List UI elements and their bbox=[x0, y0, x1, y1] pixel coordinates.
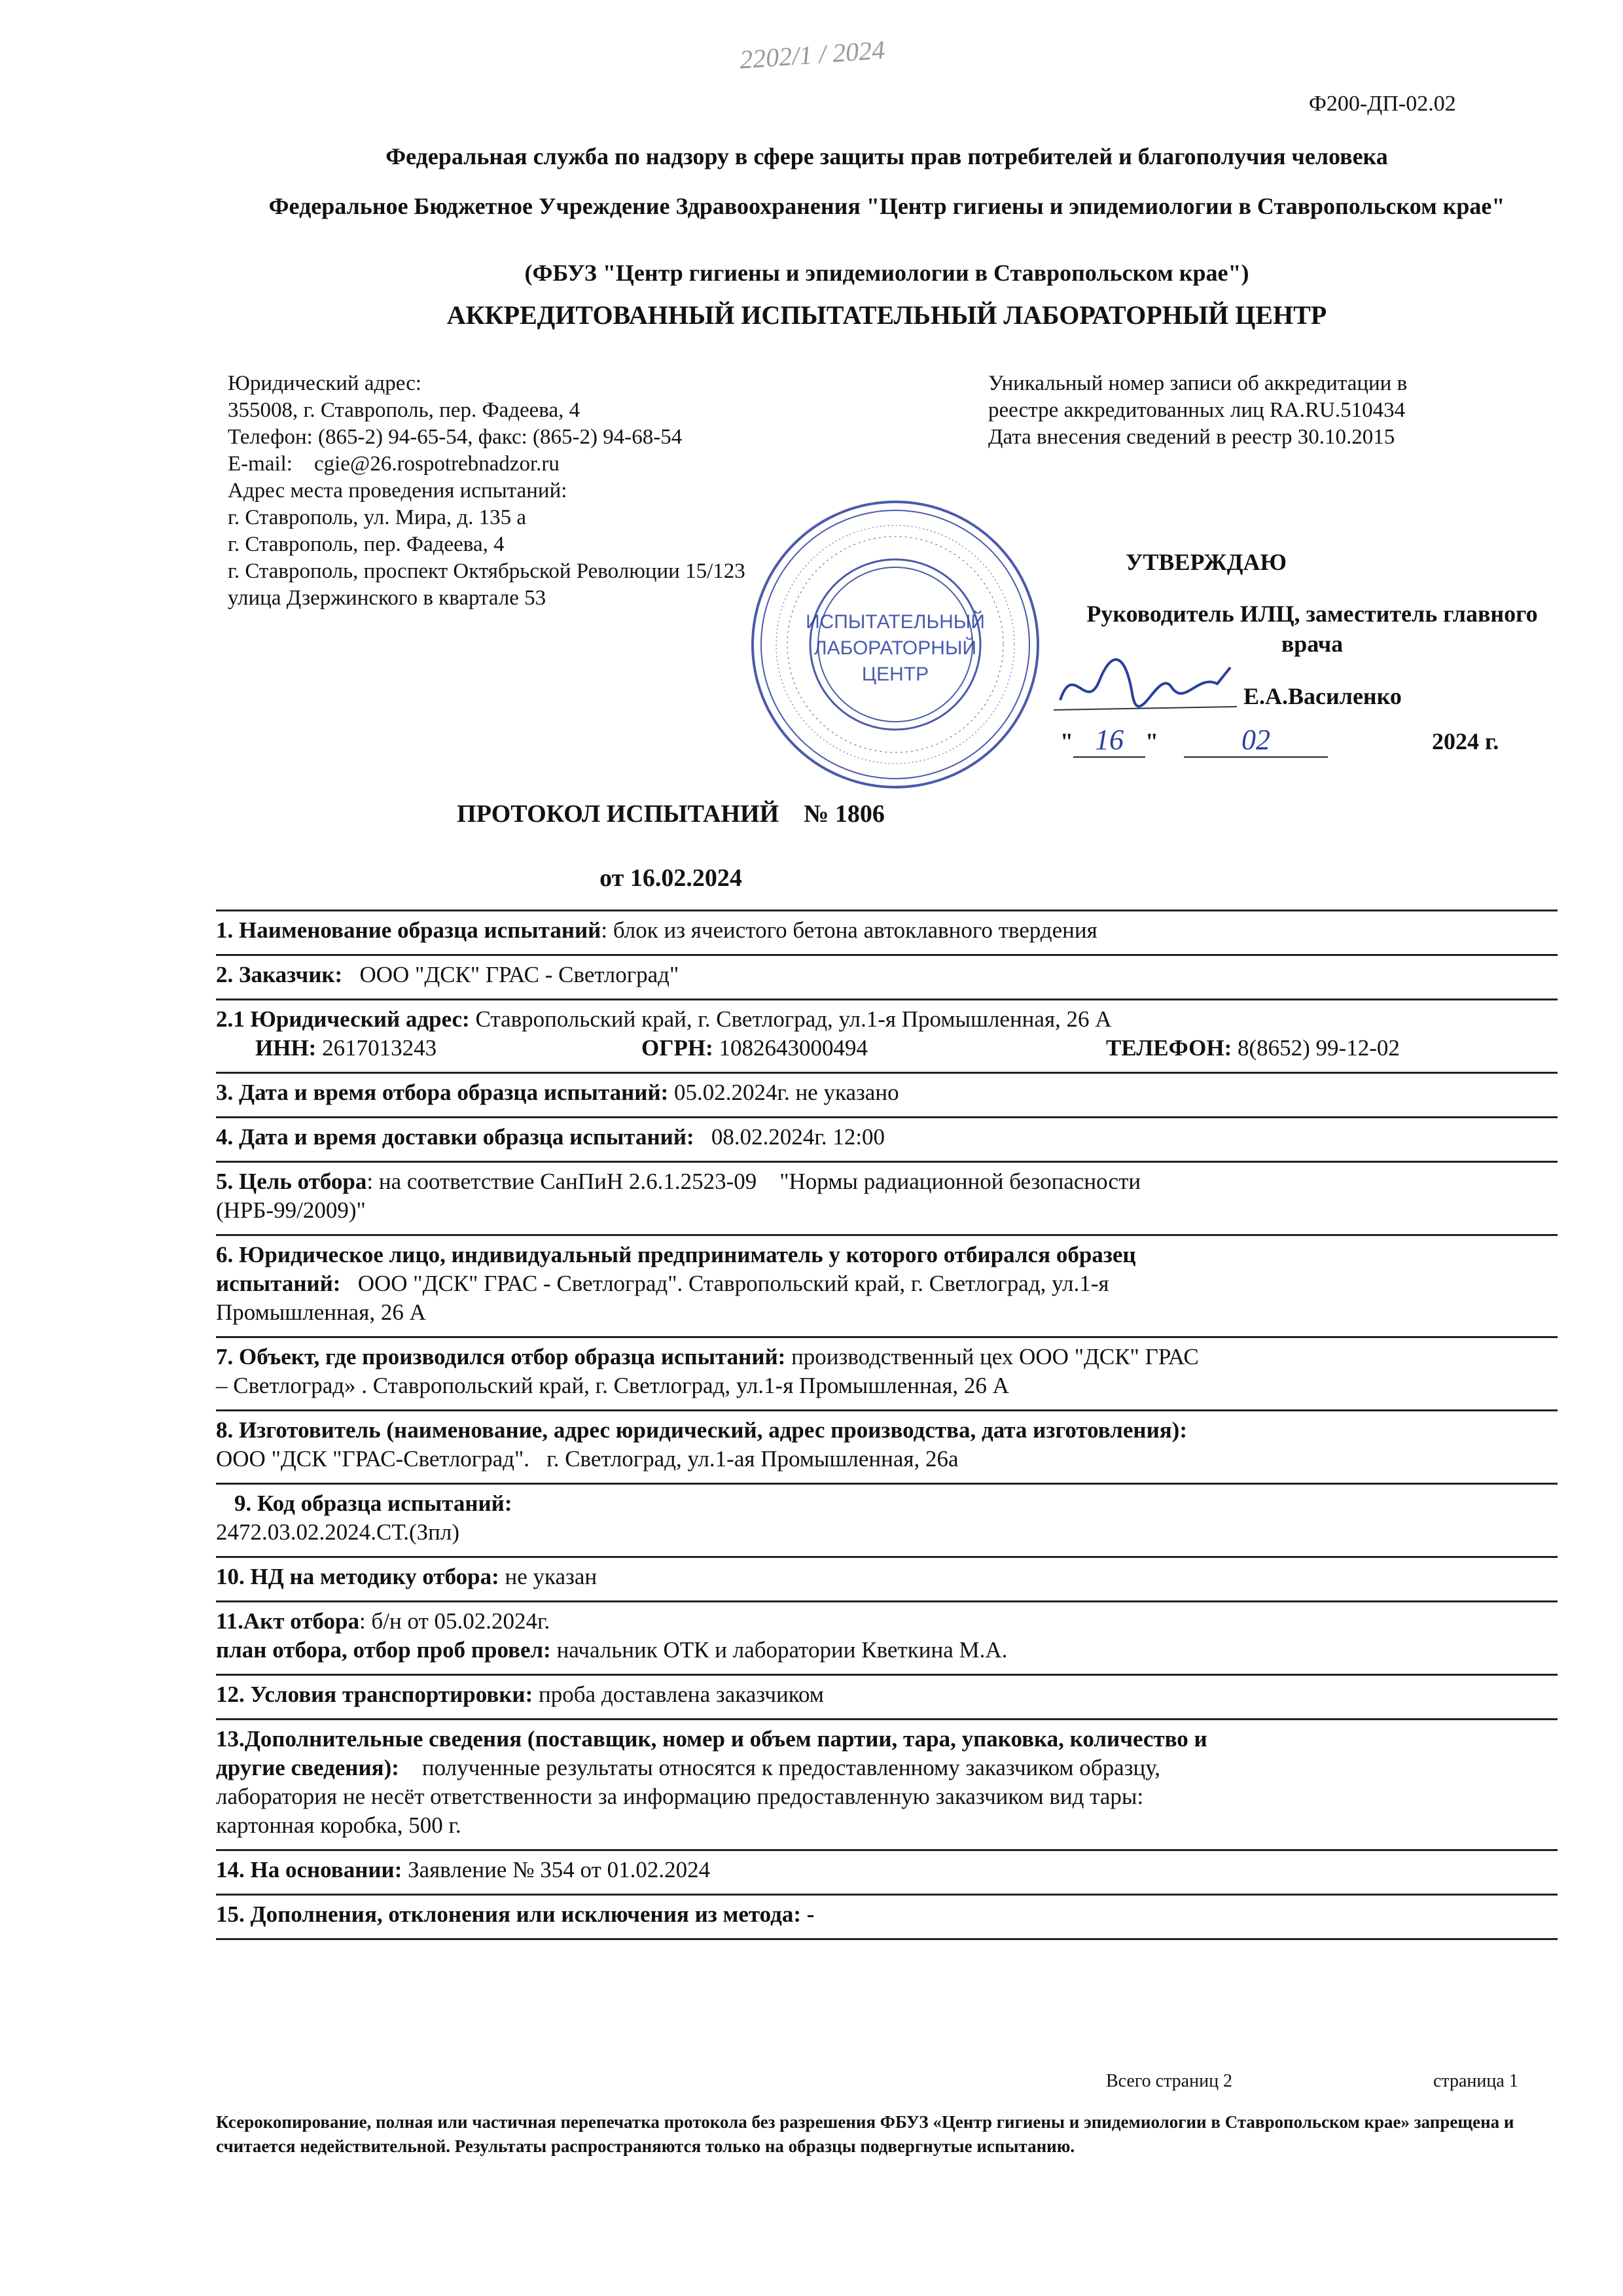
divider bbox=[216, 954, 1558, 956]
accreditation-line-1: Уникальный номер записи об аккредитации в bbox=[988, 372, 1408, 395]
approve-name: Е.А.Василенко bbox=[1243, 683, 1402, 709]
divider bbox=[216, 1674, 1558, 1676]
stamp-text-2: ЛАБОРАТОРНЫЙ bbox=[813, 637, 977, 659]
header-institution: Федеральное Бюджетное Учреждение Здравоохранения "Центр гигиены и эпидемиологии в Ставропольском крае" bbox=[268, 193, 1505, 219]
section-14: 14. На основании: Заявление № 354 от 01.02.2024 bbox=[216, 1857, 711, 1882]
divider bbox=[216, 998, 1558, 1000]
legal-address-label: Юридический адрес: bbox=[228, 372, 422, 395]
section-5: 5. Цель отбора: на соответствие СанПиН 2.6.1.2523-09 "Нормы радиационной безопасности (НРБ-99/2009)" bbox=[216, 1169, 1141, 1223]
official-stamp bbox=[748, 497, 1043, 792]
section-12: 12. Условия транспортировки: проба доставлена заказчиком bbox=[216, 1682, 824, 1707]
divider bbox=[216, 1161, 1558, 1163]
divider bbox=[216, 1116, 1558, 1118]
stamp-text-1: ИСПЫТАТЕЛЬНЫЙ bbox=[806, 611, 985, 633]
test-sites-label: Адрес места проведения испытаний: bbox=[228, 479, 567, 503]
divider bbox=[216, 1718, 1558, 1720]
divider bbox=[216, 1072, 1558, 1074]
section-1: 1. Наименование образца испытаний: блок из ячеистого бетона автоклавного твердения bbox=[216, 917, 1097, 943]
section-7: 7. Объект, где производился отбор образца испытаний: производственный цех ООО "ДСК" ГРАС – Светлоград» . Ставропольский край, г. Светлоград, ул.1-я Промышленная, 26 А bbox=[216, 1344, 1199, 1398]
total-pages: Всего страниц 2 bbox=[1106, 2071, 1233, 2091]
test-site-3: г. Ставрополь, проспект Октябрьской Революции 15/123 bbox=[228, 559, 745, 583]
section-6: 6. Юридическое лицо, индивидуальный предприниматель у которого отбирался образец испытаний: ООО "ДСК" ГРАС - Светлоград". Ставропольский край, г. Светлоград, ул.1-я Промышленная, 26 А bbox=[216, 1242, 1136, 1325]
approve-title: УТВЕРЖДАЮ bbox=[1126, 549, 1287, 575]
approve-role: Руководитель ИЛЦ, заместитель главного врача bbox=[1086, 601, 1538, 657]
email: E-mail: cgie@26.rospotrebnadzor.ru bbox=[228, 452, 560, 476]
divider bbox=[216, 1234, 1558, 1236]
legal-address: 355008, г. Ставрополь, пер. Фадеева, 4 bbox=[228, 398, 580, 422]
section-8: 8. Изготовитель (наименование, адрес юридический, адрес производства, дата изготовления): ООО "ДСК "ГРАС-Светлоград". г. Светлоград, ул.1-ая Промышленная, 26а bbox=[216, 1417, 1187, 1472]
approve-year: 2024 г. bbox=[1432, 728, 1499, 754]
approve-day: 16 bbox=[1073, 723, 1145, 758]
section-15: 15. Дополнения, отклонения или исключения из метода: - bbox=[216, 1901, 815, 1927]
handwritten-note: 2202/1 / 2024 bbox=[738, 35, 886, 75]
test-site-2: г. Ставрополь, пер. Фадеева, 4 bbox=[228, 533, 505, 556]
accreditation-line-2: реестре аккредитованных лиц RA.RU.510434 bbox=[988, 398, 1406, 422]
divider bbox=[216, 1894, 1558, 1896]
stamp-text-3: ЦЕНТР bbox=[861, 663, 929, 685]
divider bbox=[216, 1409, 1558, 1411]
section-13: 13.Дополнительные сведения (поставщик, номер и объем партии, тара, упаковка, количество и другие сведения): полученные результаты относятся к предоставленному заказчиком образцу, лаборатория не несёт ответственности за информацию предоставленную заказчиком вид тары: картонная коробка, 500 г. bbox=[216, 1726, 1207, 1838]
footer-disclaimer: Ксерокопирование, полная или частичная перепечатка протокола без разрешения ФБУЗ «Центр гигиены и эпидемиологии в Ставропольском крае» запрещена и считается недействительной. Результаты распространяются только на образцы подвергнутые испытанию. bbox=[216, 2112, 1514, 2156]
approve-date: " 16 " 02 2024 г. bbox=[1060, 723, 1558, 758]
protocol-date: от 16.02.2024 bbox=[599, 864, 742, 892]
accreditation-line-3: Дата внесения сведений в реестр 30.10.2015 bbox=[988, 425, 1395, 449]
approve-month: 02 bbox=[1184, 723, 1328, 758]
divider bbox=[216, 910, 1558, 911]
divider bbox=[216, 1600, 1558, 1602]
form-code: Ф200-ДП-02.02 bbox=[1309, 92, 1456, 116]
header-agency: Федеральная служба по надзору в сфере защиты прав потребителей и благополучия человека bbox=[385, 143, 1388, 169]
accreditation-block bbox=[988, 370, 1558, 451]
test-site-4: улица Дзержинского в квартале 53 bbox=[228, 586, 546, 610]
divider bbox=[216, 1556, 1558, 1558]
header-lab-center: АККРЕДИТОВАННЫЙ ИСПЫТАТЕЛЬНЫЙ ЛАБОРАТОРНЫЙ ЦЕНТР bbox=[446, 300, 1327, 330]
divider bbox=[216, 1849, 1558, 1851]
phone-fax: Телефон: (865-2) 94-65-54, факс: (865-2) 94-68-54 bbox=[228, 425, 683, 449]
protocol-title: ПРОТОКОЛ ИСПЫТАНИЙ № 1806 bbox=[457, 800, 885, 828]
divider bbox=[216, 1336, 1558, 1338]
page-number: страница 1 bbox=[1433, 2071, 1518, 2091]
divider bbox=[216, 1938, 1558, 1940]
divider bbox=[216, 1483, 1558, 1485]
section-9: 9. Код образца испытаний: 2472.03.02.2024.СТ.(Зпл) bbox=[216, 1491, 512, 1545]
section-2-1: 2.1 Юридический адрес: Ставропольский край, г. Светлоград, ул.1-я Промышленная, 26 А bbox=[216, 1006, 1112, 1032]
section-11: 11.Акт отбора: б/н от 05.02.2024г. план отбора, отбор проб провел: начальник ОТК и лаборатории Кветкина М.А. bbox=[216, 1608, 1008, 1663]
section-3: 3. Дата и время отбора образца испытаний: 05.02.2024г. не указано bbox=[216, 1080, 899, 1105]
header-institution-short: (ФБУЗ "Центр гигиены и эпидемиологии в Ставропольском крае") bbox=[524, 260, 1249, 286]
section-4: 4. Дата и время доставки образца испытаний: 08.02.2024г. 12:00 bbox=[216, 1124, 885, 1150]
section-2: 2. Заказчик: ООО "ДСК" ГРАС - Светлоград" bbox=[216, 962, 679, 987]
test-site-1: г. Ставрополь, ул. Мира, д. 135 а bbox=[228, 506, 527, 529]
signature bbox=[1047, 648, 1243, 720]
section-10: 10. НД на методику отбора: не указан bbox=[216, 1564, 597, 1589]
